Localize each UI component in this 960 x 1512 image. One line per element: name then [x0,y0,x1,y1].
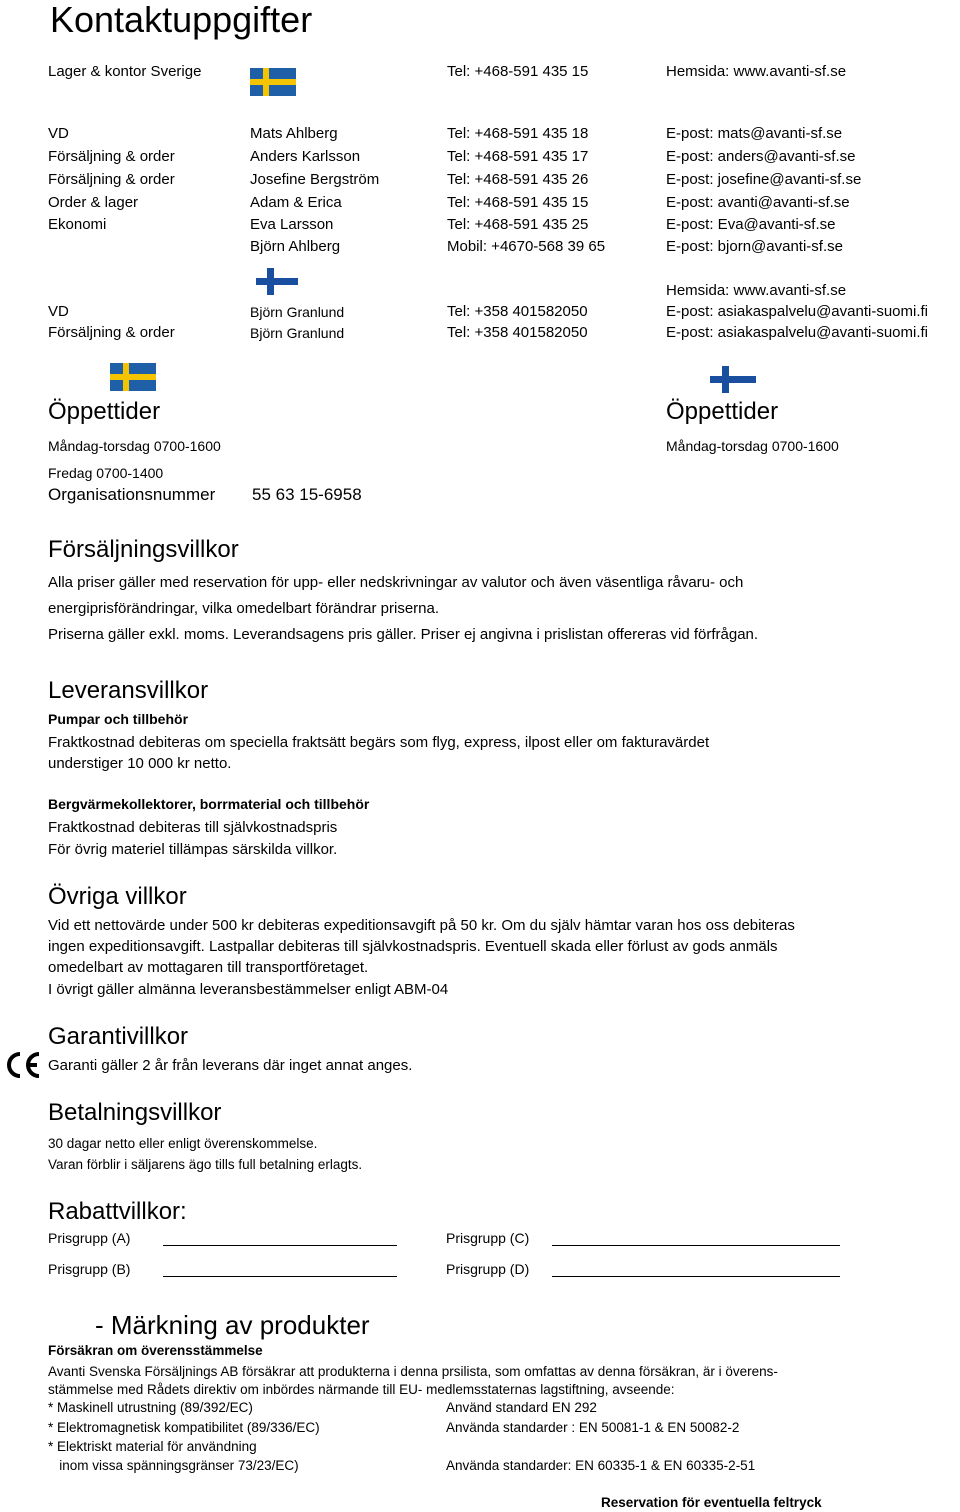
sweden-flag-icon [250,68,296,96]
marking-line: stämmelse med Rådets direktiv om inbördes närmande till EU- medlemsstaternas lagstiftning, avseende: [48,1382,675,1397]
sweden-office-label: Lager & kontor Sverige [48,63,202,80]
contact-name: Eva Larsson [250,216,334,233]
page-title: Kontaktuppgifter [50,0,313,40]
contact-role: Försäljning & order [48,171,175,188]
marking-line: Avanti Svenska Försäljnings AB försäkrar att produkterna i denna prsilista, som omfattas av denna försäkran, är i överens- [48,1364,778,1379]
discount-terms-title: Rabattvillkor: [48,1198,187,1225]
marking-subheading: Försäkran om överensstämmelse [48,1343,263,1358]
contact-email: E-post: asiakaspalvelu@avanti-suomi.fi [666,303,929,320]
warranty-title: Garantivillkor [48,1023,189,1050]
warranty-text: Garanti gäller 2 år från leverans där inget annat anges. [48,1057,413,1074]
delivery-subheading: Pumpar och tillbehör [48,711,189,727]
finland-hours-weekdays: Måndag-torsdag 0700-1600 [666,438,839,454]
directive-standard: Använda standarder: EN 60335-1 & EN 60335-2-51 [446,1458,756,1473]
contact-role: VD [48,303,69,320]
price-group-line [552,1276,840,1277]
contact-role: VD [48,125,69,142]
finland-flag-icon [710,366,756,393]
footer-note: Reservation för eventuella feltryck [601,1495,822,1510]
finland-hours-title: Öppettider [666,398,779,425]
contact-name: Björn Ahlberg [250,238,341,255]
sales-terms-line: Alla priser gäller med reservation för upp- eller nedskrivningar av valutor och även väsentliga råvaru- och [48,574,744,591]
other-terms-line: I övrigt gäller almänna leveransbestämmelser enligt ABM-04 [48,981,449,998]
org-number-value: 55 63 15-6958 [252,485,362,504]
contact-name: Björn Granlund [250,325,345,341]
contact-name: Josefine Bergström [250,171,380,188]
payment-terms-title: Betalningsvillkor [48,1099,222,1126]
contact-email: E-post: mats@avanti-sf.se [666,125,843,142]
contact-role: Ekonomi [48,216,107,233]
delivery-terms-line: Fraktkostnad debiteras om speciella fraktsätt begärs som flyg, express, ilpost eller om fakturavärdet [48,734,710,751]
sweden-flag-icon [110,363,156,391]
delivery-subheading: Bergvärmekollektorer, borrmaterial och tillbehör [48,796,370,812]
marking-title: - Märkning av produkter [95,1310,370,1340]
sweden-website: Hemsida: www.avanti-sf.se [666,63,847,80]
contact-phone: Tel: +468-591 435 18 [447,125,589,142]
delivery-terms-line: Fraktkostnad debiteras till självkostnadspris [48,819,338,836]
directive-item: * Elektriskt material för användning [48,1439,257,1454]
contact-phone: Tel: +468-591 435 17 [447,148,589,165]
delivery-terms-line: För övrig materiel tillämpas särskilda villkor. [48,841,338,858]
sweden-hours-friday: Fredag 0700-1400 [48,465,164,481]
directive-item: inom vissa spänningsgränser 73/23/EC) [48,1458,299,1473]
directive-standard: Använda standarder : EN 50081-1 & EN 50082-2 [446,1420,740,1435]
price-group-label: Prisgrupp (C) [446,1230,530,1246]
contact-phone: Tel: +358 401582050 [447,303,588,320]
contact-email: E-post: asiakaspalvelu@avanti-suomi.fi [666,324,929,341]
directive-item: * Maskinell utrustning (89/392/EC) [48,1400,253,1415]
contact-email: E-post: anders@avanti-sf.se [666,148,856,165]
price-group-line [163,1276,397,1277]
contact-role: Försäljning & order [48,148,175,165]
contact-role: Order & lager [48,194,139,211]
contact-name: Mats Ahlberg [250,125,338,142]
payment-terms-line: 30 dagar netto eller enligt överenskommelse. [48,1136,318,1151]
finland-website: Hemsida: www.avanti-sf.se [666,282,847,299]
contact-phone: Tel: +468-591 435 15 [447,194,589,211]
contact-role: Försäljning & order [48,324,175,341]
contact-name: Björn Granlund [250,304,345,320]
sweden-office-phone: Tel: +468-591 435 15 [447,63,589,80]
payment-terms-line: Varan förblir i säljarens ägo tills full betalning erlagts. [48,1157,363,1172]
contact-phone: Tel: +358 401582050 [447,324,588,341]
sweden-hours-title: Öppettider [48,398,161,425]
delivery-terms-title: Leveransvillkor [48,677,209,704]
delivery-terms-line: understiger 10 000 kr netto. [48,755,232,772]
contact-phone: Tel: +468-591 435 25 [447,216,589,233]
contact-email: E-post: bjorn@avanti-sf.se [666,238,843,255]
other-terms-line: omedelbart av mottagaren till transportföretaget. [48,959,369,976]
contact-name: Adam & Erica [250,194,342,211]
other-terms-line: ingen expeditionsavgift. Lastpallar debiteras till självkostnadspris. Eventuell skada eller förlust av gods anmäls [48,938,778,955]
other-terms-line: Vid ett nettovärde under 500 kr debiteras expeditionsavgift på 50 kr. Om du själv hämtar varan hos oss debiteras [48,917,795,934]
contact-phone: Tel: +468-591 435 26 [447,171,589,188]
directive-standard: Använd standard EN 292 [446,1400,597,1415]
sales-terms-line: Priserna gäller exkl. moms. Leverandsagens pris gäller. Priser ej angivna i prislistan offereras vid förfrågan. [48,626,759,643]
contact-email: E-post: josefine@avanti-sf.se [666,171,862,188]
contact-name: Anders Karlsson [250,148,361,165]
ce-mark-icon [2,1051,42,1079]
contact-email: E-post: Eva@avanti-sf.se [666,216,836,233]
contact-phone: Mobil: +4670-568 39 65 [447,238,606,255]
price-group-line [163,1245,397,1246]
sweden-hours-weekdays: Måndag-torsdag 0700-1600 [48,438,221,454]
directive-item: * Elektromagnetisk kompatibilitet (89/336/EC) [48,1420,320,1435]
contact-email: E-post: avanti@avanti-sf.se [666,194,850,211]
sales-terms-title: Försäljningsvillkor [48,536,239,563]
price-group-line [552,1245,840,1246]
price-group-label: Prisgrupp (A) [48,1230,131,1246]
price-group-label: Prisgrupp (D) [446,1261,530,1277]
other-terms-title: Övriga villkor [48,883,187,910]
finland-flag-icon [256,268,298,295]
sales-terms-line: energiprisförändringar, vilka omedelbart förändrar priserna. [48,600,440,617]
org-number-label: Organisationsnummer [48,485,216,504]
price-group-label: Prisgrupp (B) [48,1261,131,1277]
